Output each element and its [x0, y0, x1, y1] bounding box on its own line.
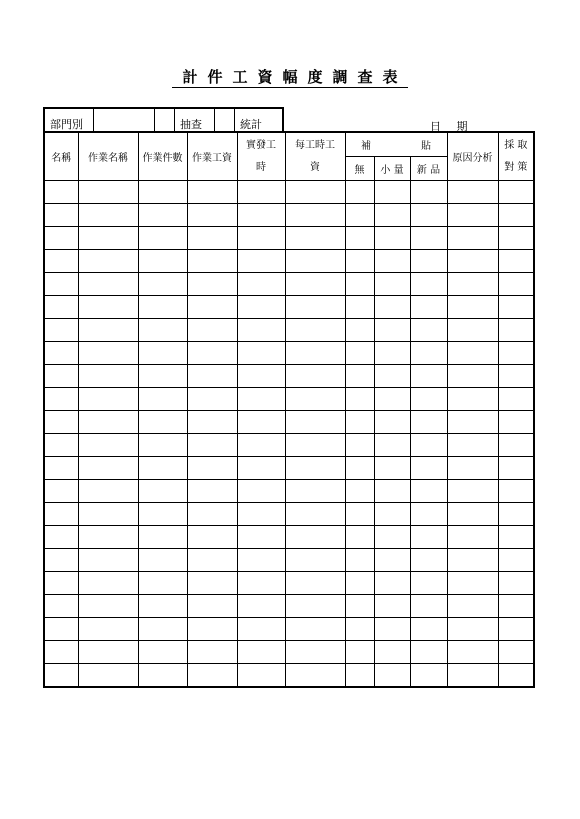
cell-name[interactable] — [44, 480, 78, 503]
cell-work-count[interactable] — [138, 181, 187, 204]
cell-cause[interactable] — [447, 204, 498, 227]
form-title — [0, 66, 580, 87]
cell-subsidy-none[interactable] — [345, 296, 374, 319]
cell-work-wage[interactable] — [187, 549, 237, 572]
col-hourly-wage-line2: 資 — [310, 161, 320, 173]
cell-actual-hours[interactable] — [237, 480, 285, 503]
table-row — [44, 204, 534, 227]
cell-actual-hours[interactable] — [237, 227, 285, 250]
cell-name[interactable] — [44, 434, 78, 457]
cell-actual-hours[interactable] — [237, 618, 285, 641]
cell-subsidy-small[interactable] — [374, 618, 410, 641]
table-row — [44, 595, 534, 618]
table-row — [44, 572, 534, 595]
cell-work-count[interactable] — [138, 434, 187, 457]
table-row — [44, 250, 534, 273]
sampling-label: 抽查 — [174, 107, 214, 131]
cell-subsidy-small[interactable] — [374, 342, 410, 365]
cell-subsidy-none[interactable] — [345, 549, 374, 572]
cell-name[interactable] — [44, 250, 78, 273]
cell-cause[interactable] — [447, 480, 498, 503]
cell-subsidy-small[interactable] — [374, 227, 410, 250]
cell-subsidy-new[interactable] — [410, 342, 447, 365]
cell-subsidy-new[interactable] — [410, 595, 447, 618]
cell-work-wage[interactable] — [187, 595, 237, 618]
cell-work-name[interactable] — [78, 457, 138, 480]
cell-action[interactable] — [498, 641, 534, 664]
cell-subsidy-new[interactable] — [410, 181, 447, 204]
cell-actual-hours[interactable] — [237, 641, 285, 664]
col-action-header — [498, 132, 534, 181]
cell-subsidy-new[interactable] — [410, 250, 447, 273]
cell-subsidy-new[interactable] — [410, 204, 447, 227]
col-actual-hours-line1: 實發工 — [246, 139, 276, 151]
cell-hourly-wage[interactable] — [285, 572, 345, 595]
cell-work-name[interactable] — [78, 204, 138, 227]
cell-work-count[interactable] — [138, 572, 187, 595]
table-row — [44, 296, 534, 319]
cell-action[interactable] — [498, 227, 534, 250]
cell-subsidy-none[interactable] — [345, 411, 374, 434]
cell-subsidy-none[interactable] — [345, 664, 374, 688]
cell-hourly-wage[interactable] — [285, 319, 345, 342]
cell-subsidy-new[interactable] — [410, 365, 447, 388]
cell-work-name[interactable] — [78, 365, 138, 388]
cell-actual-hours[interactable] — [237, 388, 285, 411]
cell-subsidy-small[interactable] — [374, 549, 410, 572]
cell-work-name[interactable] — [78, 664, 138, 688]
cell-hourly-wage[interactable] — [285, 342, 345, 365]
cell-work-wage[interactable] — [187, 388, 237, 411]
table-row — [44, 411, 534, 434]
cell-cause[interactable] — [447, 618, 498, 641]
cell-hourly-wage[interactable] — [285, 204, 345, 227]
cell-subsidy-new[interactable] — [410, 296, 447, 319]
cell-name[interactable] — [44, 388, 78, 411]
table-row — [44, 365, 534, 388]
cell-hourly-wage[interactable] — [285, 549, 345, 572]
cell-work-name[interactable] — [78, 227, 138, 250]
cell-work-wage[interactable] — [187, 411, 237, 434]
cell-action[interactable] — [498, 526, 534, 549]
table-row — [44, 618, 534, 641]
cell-work-name[interactable] — [78, 250, 138, 273]
cell-action[interactable] — [498, 388, 534, 411]
table-row — [44, 273, 534, 296]
table-row — [44, 181, 534, 204]
cell-subsidy-none[interactable] — [345, 480, 374, 503]
cell-name[interactable] — [44, 664, 78, 688]
cell-subsidy-small[interactable] — [374, 595, 410, 618]
cell-cause[interactable] — [447, 664, 498, 688]
cell-work-count[interactable] — [138, 664, 187, 688]
cell-work-name[interactable] — [78, 411, 138, 434]
col-work-wage-header: 作業工資 — [187, 132, 237, 181]
cell-work-wage[interactable] — [187, 365, 237, 388]
cell-actual-hours[interactable] — [237, 250, 285, 273]
cell-action[interactable] — [498, 181, 534, 204]
cell-name[interactable] — [44, 296, 78, 319]
cell-cause[interactable] — [447, 411, 498, 434]
cell-subsidy-none[interactable] — [345, 227, 374, 250]
cell-action[interactable] — [498, 503, 534, 526]
cell-subsidy-new[interactable] — [410, 434, 447, 457]
cell-work-count[interactable] — [138, 342, 187, 365]
cell-cause[interactable] — [447, 181, 498, 204]
cell-name[interactable] — [44, 549, 78, 572]
table-row — [44, 480, 534, 503]
cell-subsidy-small[interactable] — [374, 411, 410, 434]
cell-subsidy-none[interactable] — [345, 595, 374, 618]
cell-subsidy-small[interactable] — [374, 457, 410, 480]
cell-actual-hours[interactable] — [237, 319, 285, 342]
cell-name[interactable] — [44, 365, 78, 388]
col-actual-hours-line2: 時 — [256, 161, 266, 173]
cell-work-wage[interactable] — [187, 296, 237, 319]
cell-cause[interactable] — [447, 250, 498, 273]
cell-name[interactable] — [44, 273, 78, 296]
cell-hourly-wage[interactable] — [285, 273, 345, 296]
cell-cause[interactable] — [447, 388, 498, 411]
table-row — [44, 319, 534, 342]
cell-work-count[interactable] — [138, 204, 187, 227]
table-row — [44, 457, 534, 480]
cell-work-count[interactable] — [138, 319, 187, 342]
cell-subsidy-new[interactable] — [410, 273, 447, 296]
cell-subsidy-new[interactable] — [410, 641, 447, 664]
cell-actual-hours[interactable] — [237, 434, 285, 457]
cell-work-name[interactable] — [78, 480, 138, 503]
cell-subsidy-none[interactable] — [345, 250, 374, 273]
table-body — [44, 181, 534, 688]
cell-subsidy-small[interactable] — [374, 204, 410, 227]
cell-subsidy-new[interactable] — [410, 227, 447, 250]
cell-hourly-wage[interactable] — [285, 526, 345, 549]
cell-action[interactable] — [498, 572, 534, 595]
cell-work-count[interactable] — [138, 549, 187, 572]
cell-hourly-wage[interactable] — [285, 434, 345, 457]
cell-name[interactable] — [44, 526, 78, 549]
cell-work-name[interactable] — [78, 526, 138, 549]
cell-work-name[interactable] — [78, 503, 138, 526]
cell-subsidy-new[interactable] — [410, 457, 447, 480]
cell-action[interactable] — [498, 204, 534, 227]
col-subsidy-none-header: 無 — [345, 157, 374, 181]
cell-subsidy-new[interactable] — [410, 572, 447, 595]
cell-cause[interactable] — [447, 641, 498, 664]
col-subsidy-new-header: 新 品 — [410, 157, 447, 181]
cell-subsidy-small[interactable] — [374, 365, 410, 388]
col-hourly-wage-line1: 每工時工 — [295, 139, 335, 151]
cell-cause[interactable] — [447, 273, 498, 296]
cell-work-name[interactable] — [78, 388, 138, 411]
cell-action[interactable] — [498, 342, 534, 365]
cell-work-name[interactable] — [78, 181, 138, 204]
table-row — [44, 549, 534, 572]
statistics-label: 統計 — [234, 107, 284, 131]
col-name-header: 名稱 — [44, 132, 78, 181]
cell-work-name[interactable] — [78, 618, 138, 641]
cell-work-wage[interactable] — [187, 641, 237, 664]
cell-work-count[interactable] — [138, 388, 187, 411]
cell-hourly-wage[interactable] — [285, 641, 345, 664]
cell-actual-hours[interactable] — [237, 342, 285, 365]
cell-cause[interactable] — [447, 595, 498, 618]
table-row — [44, 434, 534, 457]
table-row — [44, 503, 534, 526]
date-label: 日 期 — [430, 120, 474, 133]
col-cause-header: 原因分析 — [447, 132, 498, 181]
cell-actual-hours[interactable] — [237, 411, 285, 434]
cell-hourly-wage[interactable] — [285, 227, 345, 250]
cell-action[interactable] — [498, 618, 534, 641]
cell-actual-hours[interactable] — [237, 365, 285, 388]
cell-cause[interactable] — [447, 503, 498, 526]
cell-actual-hours[interactable] — [237, 526, 285, 549]
cell-hourly-wage[interactable] — [285, 664, 345, 688]
cell-work-wage[interactable] — [187, 503, 237, 526]
department-field[interactable] — [93, 107, 154, 131]
cell-action[interactable] — [498, 273, 534, 296]
cell-cause[interactable] — [447, 526, 498, 549]
cell-subsidy-new[interactable] — [410, 503, 447, 526]
cell-work-count[interactable] — [138, 457, 187, 480]
cell-subsidy-none[interactable] — [345, 319, 374, 342]
cell-actual-hours[interactable] — [237, 181, 285, 204]
cell-action[interactable] — [498, 411, 534, 434]
cell-subsidy-small[interactable] — [374, 572, 410, 595]
cell-work-count[interactable] — [138, 641, 187, 664]
cell-work-name[interactable] — [78, 296, 138, 319]
cell-work-name[interactable] — [78, 342, 138, 365]
cell-work-count[interactable] — [138, 227, 187, 250]
cell-name[interactable] — [44, 457, 78, 480]
cell-subsidy-new[interactable] — [410, 549, 447, 572]
cell-subsidy-small[interactable] — [374, 273, 410, 296]
cell-name[interactable] — [44, 411, 78, 434]
cell-work-wage[interactable] — [187, 319, 237, 342]
cell-work-count[interactable] — [138, 411, 187, 434]
cell-name[interactable] — [44, 181, 78, 204]
cell-subsidy-none[interactable] — [345, 503, 374, 526]
cell-work-count[interactable] — [138, 365, 187, 388]
cell-actual-hours[interactable] — [237, 457, 285, 480]
cell-work-wage[interactable] — [187, 204, 237, 227]
cell-subsidy-none[interactable] — [345, 457, 374, 480]
cell-work-count[interactable] — [138, 250, 187, 273]
cell-name[interactable] — [44, 342, 78, 365]
cell-cause[interactable] — [447, 572, 498, 595]
cell-action[interactable] — [498, 664, 534, 688]
cell-subsidy-none[interactable] — [345, 434, 374, 457]
cell-work-wage[interactable] — [187, 181, 237, 204]
cell-hourly-wage[interactable] — [285, 618, 345, 641]
cell-subsidy-small[interactable] — [374, 526, 410, 549]
department-extra-field[interactable] — [154, 107, 174, 131]
table-row — [44, 526, 534, 549]
table-row — [44, 388, 534, 411]
cell-actual-hours[interactable] — [237, 503, 285, 526]
col-hourly-wage-header — [285, 132, 345, 181]
cell-hourly-wage[interactable] — [285, 411, 345, 434]
cell-subsidy-small[interactable] — [374, 434, 410, 457]
cell-subsidy-none[interactable] — [345, 641, 374, 664]
cell-actual-hours[interactable] — [237, 572, 285, 595]
cell-work-count[interactable] — [138, 480, 187, 503]
cell-work-wage[interactable] — [187, 526, 237, 549]
cell-subsidy-small[interactable] — [374, 181, 410, 204]
cell-name[interactable] — [44, 618, 78, 641]
cell-cause[interactable] — [447, 319, 498, 342]
cell-cause[interactable] — [447, 227, 498, 250]
cell-subsidy-new[interactable] — [410, 618, 447, 641]
table-row — [44, 641, 534, 664]
cell-work-wage[interactable] — [187, 434, 237, 457]
cell-subsidy-none[interactable] — [345, 572, 374, 595]
col-work-name-header: 作業名稱 — [78, 132, 138, 181]
cell-cause[interactable] — [447, 342, 498, 365]
form-title-text: 計件工資幅度調查表 — [172, 68, 407, 88]
cell-work-wage[interactable] — [187, 480, 237, 503]
col-work-count-header: 作業件數 — [138, 132, 187, 181]
cell-name[interactable] — [44, 641, 78, 664]
cell-subsidy-small[interactable] — [374, 480, 410, 503]
cell-subsidy-new[interactable] — [410, 319, 447, 342]
cell-actual-hours[interactable] — [237, 296, 285, 319]
cell-hourly-wage[interactable] — [285, 595, 345, 618]
cell-subsidy-small[interactable] — [374, 319, 410, 342]
col-subsidy-header: 補 貼 — [345, 132, 447, 157]
cell-subsidy-none[interactable] — [345, 342, 374, 365]
cell-work-count[interactable] — [138, 618, 187, 641]
cell-work-name[interactable] — [78, 549, 138, 572]
cell-subsidy-new[interactable] — [410, 480, 447, 503]
cell-action[interactable] — [498, 250, 534, 273]
cell-subsidy-new[interactable] — [410, 388, 447, 411]
cell-name[interactable] — [44, 204, 78, 227]
cell-hourly-wage[interactable] — [285, 503, 345, 526]
cell-work-wage[interactable] — [187, 457, 237, 480]
cell-work-count[interactable] — [138, 296, 187, 319]
col-action-line1: 採 取 — [504, 139, 528, 151]
cell-subsidy-none[interactable] — [345, 273, 374, 296]
cell-work-name[interactable] — [78, 572, 138, 595]
cell-action[interactable] — [498, 595, 534, 618]
cell-hourly-wage[interactable] — [285, 296, 345, 319]
cell-cause[interactable] — [447, 365, 498, 388]
cell-hourly-wage[interactable] — [285, 480, 345, 503]
cell-work-name[interactable] — [78, 595, 138, 618]
cell-subsidy-small[interactable] — [374, 296, 410, 319]
cell-name[interactable] — [44, 319, 78, 342]
table-row — [44, 342, 534, 365]
cell-hourly-wage[interactable] — [285, 181, 345, 204]
cell-work-count[interactable] — [138, 273, 187, 296]
department-label: 部門別 — [43, 107, 93, 131]
cell-action[interactable] — [498, 319, 534, 342]
cell-work-wage[interactable] — [187, 664, 237, 688]
cell-subsidy-small[interactable] — [374, 641, 410, 664]
cell-actual-hours[interactable] — [237, 204, 285, 227]
survey-table — [43, 131, 535, 688]
cell-action[interactable] — [498, 434, 534, 457]
sampling-field[interactable] — [214, 107, 234, 131]
col-actual-hours-header — [237, 132, 285, 181]
cell-actual-hours[interactable] — [237, 664, 285, 688]
cell-hourly-wage[interactable] — [285, 457, 345, 480]
cell-subsidy-small[interactable] — [374, 388, 410, 411]
cell-subsidy-none[interactable] — [345, 181, 374, 204]
cell-work-wage[interactable] — [187, 273, 237, 296]
col-subsidy-small-header: 小 量 — [374, 157, 410, 181]
cell-subsidy-none[interactable] — [345, 204, 374, 227]
cell-work-name[interactable] — [78, 319, 138, 342]
cell-actual-hours[interactable] — [237, 273, 285, 296]
cell-work-name[interactable] — [78, 273, 138, 296]
cell-actual-hours[interactable] — [237, 549, 285, 572]
cell-hourly-wage[interactable] — [285, 388, 345, 411]
cell-action[interactable] — [498, 549, 534, 572]
cell-cause[interactable] — [447, 296, 498, 319]
table-row — [44, 227, 534, 250]
cell-subsidy-new[interactable] — [410, 664, 447, 688]
cell-hourly-wage[interactable] — [285, 250, 345, 273]
col-action-line2: 對 策 — [504, 161, 528, 173]
cell-actual-hours[interactable] — [237, 595, 285, 618]
cell-subsidy-none[interactable] — [345, 388, 374, 411]
cell-hourly-wage[interactable] — [285, 365, 345, 388]
cell-subsidy-none[interactable] — [345, 526, 374, 549]
cell-work-count[interactable] — [138, 595, 187, 618]
cell-action[interactable] — [498, 296, 534, 319]
cell-work-count[interactable] — [138, 526, 187, 549]
cell-cause[interactable] — [447, 457, 498, 480]
cell-subsidy-small[interactable] — [374, 250, 410, 273]
cell-work-name[interactable] — [78, 641, 138, 664]
cell-action[interactable] — [498, 365, 534, 388]
cell-subsidy-none[interactable] — [345, 618, 374, 641]
cell-action[interactable] — [498, 480, 534, 503]
cell-work-name[interactable] — [78, 434, 138, 457]
cell-work-wage[interactable] — [187, 250, 237, 273]
cell-cause[interactable] — [447, 549, 498, 572]
cell-work-wage[interactable] — [187, 342, 237, 365]
cell-action[interactable] — [498, 457, 534, 480]
cell-subsidy-small[interactable] — [374, 503, 410, 526]
cell-work-count[interactable] — [138, 503, 187, 526]
cell-work-wage[interactable] — [187, 572, 237, 595]
cell-name[interactable] — [44, 227, 78, 250]
cell-cause[interactable] — [447, 434, 498, 457]
cell-subsidy-small[interactable] — [374, 664, 410, 688]
cell-subsidy-none[interactable] — [345, 365, 374, 388]
cell-subsidy-new[interactable] — [410, 411, 447, 434]
cell-name[interactable] — [44, 503, 78, 526]
cell-subsidy-new[interactable] — [410, 526, 447, 549]
table-row — [44, 664, 534, 688]
cell-name[interactable] — [44, 572, 78, 595]
cell-name[interactable] — [44, 595, 78, 618]
cell-work-wage[interactable] — [187, 227, 237, 250]
cell-work-wage[interactable] — [187, 618, 237, 641]
